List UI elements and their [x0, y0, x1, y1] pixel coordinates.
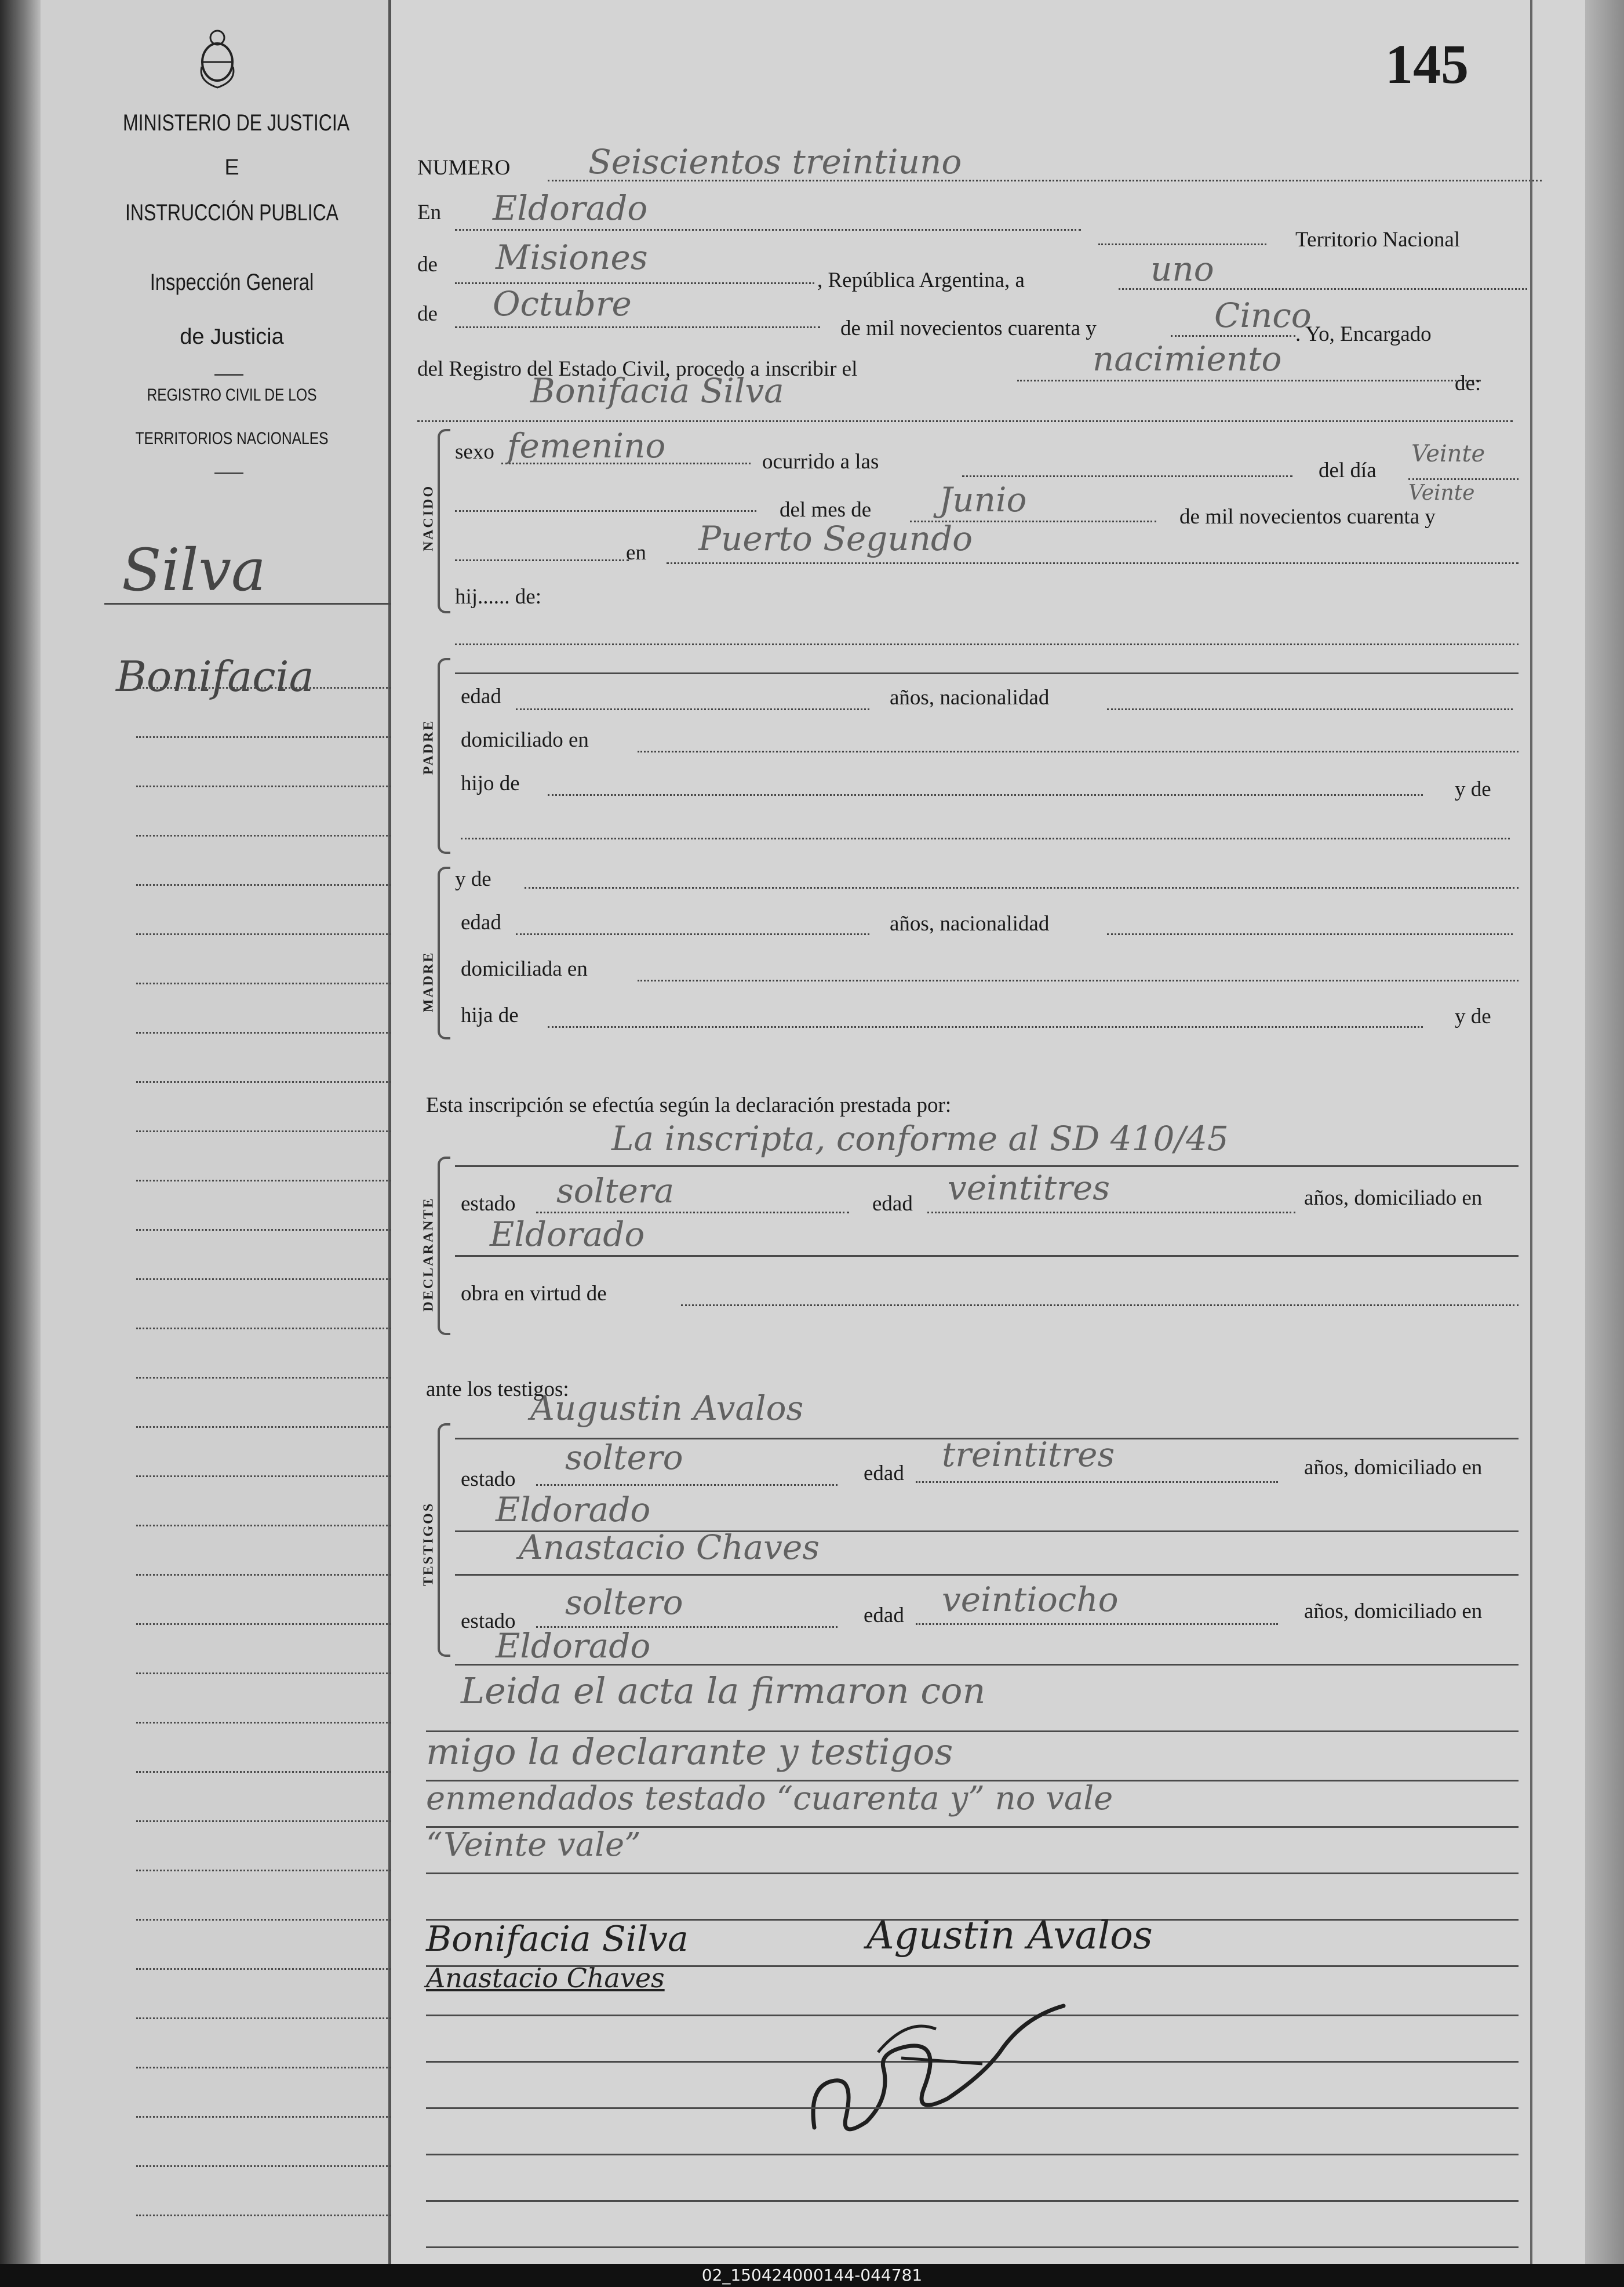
entry-dia-nac-enmienda: Veinte [1408, 481, 1475, 505]
stub-ruled-line [136, 2067, 412, 2068]
line-en [455, 229, 1081, 231]
label-obra-en-virtud: obra en virtud de [461, 1282, 607, 1306]
label-de-2: de [417, 302, 438, 326]
line-edad-t2 [916, 1623, 1278, 1625]
stub-ruled-line [136, 687, 412, 689]
ministry-title: MINISTERIO DE JUSTICIA [123, 110, 350, 136]
entry-t2-domicilio: Eldorado [496, 1626, 651, 1666]
section-label-testigos: TESTIGOS [421, 1501, 436, 1587]
entry-decl-domicilio: Eldorado [490, 1215, 645, 1254]
label-de-colon: de: [1455, 372, 1481, 395]
stub-ruled-line [136, 1525, 412, 1526]
declarante-brace [438, 1157, 450, 1335]
line-anio [1171, 335, 1295, 337]
stub-divider [214, 374, 243, 376]
inspection-title: Inspección General [150, 270, 314, 295]
entry-territorio: Misiones [496, 238, 648, 277]
label-en-lugar: en [626, 541, 646, 565]
stub-ruled-line [136, 933, 412, 935]
line-hijo-de [548, 794, 1423, 796]
page-number: 145 [1385, 33, 1469, 95]
stub-ruled-line [136, 1328, 412, 1329]
line-nombre [417, 420, 1513, 422]
line-blank-8 [426, 2246, 1519, 2248]
stub-ruled-line [136, 1623, 412, 1625]
line-edad-t1 [916, 1481, 1278, 1483]
label-mil-novecientos: de mil novecientos cuarenta y [840, 317, 1097, 340]
line-domicilio-madre [638, 980, 1519, 981]
line-obra-en-virtud [681, 1304, 1519, 1306]
label-edad-t1: edad [864, 1461, 904, 1485]
section-label-nacido: NACIDO [421, 484, 436, 552]
label-hijo-de: hijo de [461, 772, 520, 795]
label-domiciliado-padre: domiciliado en [461, 728, 589, 752]
line-dia-nac [1408, 478, 1519, 480]
entry-testigo-1: Augustin Avalos [530, 1388, 804, 1428]
label-del-registro: del Registro del Estado Civil, procedo a inscribir el [417, 357, 858, 381]
label-de: de [417, 253, 438, 277]
label-sexo: sexo [455, 440, 494, 464]
label-hija-de: hija de [461, 1003, 519, 1027]
padre-brace [438, 658, 450, 854]
stub-ruled-line [136, 1672, 412, 1674]
line-nota-4 [426, 1872, 1519, 1874]
entry-t2-estado: soltero [565, 1583, 683, 1622]
stub-ruled-line [136, 1968, 412, 1970]
stub-ruled-line [136, 884, 412, 886]
label-en: En [417, 201, 442, 224]
stub-ruled-line [136, 1081, 412, 1083]
line-blank-6 [426, 2154, 1519, 2155]
line-hora [962, 475, 1292, 477]
stub-ruled-line [136, 786, 412, 787]
stub-ruled-line [136, 2116, 412, 2118]
label-territorio: Territorio Nacional [1295, 228, 1461, 252]
entry-dia-nac: Veinte [1411, 441, 1485, 467]
label-yo-encargado: . Yo, Encargado [1295, 322, 1432, 346]
stub-ruled-line [136, 2165, 412, 2167]
label-del-mes: del mes de [780, 498, 872, 522]
entry-mes-nac: Junio [939, 480, 1027, 519]
entry-testigo-2: Anastacio Chaves [519, 1528, 820, 1567]
label-de-mil-novecientos: de mil novecientos cuarenta y [1179, 505, 1436, 529]
line-edad-declarante [927, 1212, 1295, 1213]
madre-brace [438, 867, 450, 1039]
entry-t1-estado: soltero [565, 1438, 683, 1477]
entry-nota-4: “Veinte vale” [426, 1826, 641, 1864]
entry-decl-edad: veintitres [948, 1168, 1110, 1208]
label-anos-nacionalidad-padre: años, nacionalidad [890, 686, 1050, 710]
line-declarante [455, 1165, 1519, 1167]
entry-numero: Seiscientos treintiuno [588, 142, 962, 181]
stub-ruled-line [136, 1278, 412, 1280]
label-edad-padre: edad [461, 685, 501, 708]
section-label-padre: PADRE [421, 719, 436, 775]
line-blank-5 [426, 2107, 1519, 2109]
entry-nota-1: Leida el acta la firmaron con [461, 1670, 986, 1712]
label-anos-nacionalidad-madre: años, nacionalidad [890, 912, 1050, 936]
line-hija-de [548, 1026, 1423, 1028]
birth-registration-form [391, 0, 1585, 2264]
line-en-2 [1098, 243, 1266, 245]
label-edad-t2: edad [864, 1604, 904, 1627]
stub-given-name: Bonifacia [116, 652, 314, 701]
stub-ruled-line [136, 1574, 412, 1576]
line-nacionalidad-madre [1107, 933, 1513, 935]
line-acto [1017, 380, 1481, 381]
section-label-madre: MADRE [421, 951, 436, 1013]
entry-declarante: La inscripta, conforme al SD 410/45 [611, 1119, 1229, 1158]
stub-ruled-line [136, 1870, 412, 1871]
line-testigo-2 [455, 1574, 1519, 1576]
ministry-conjunction: E [224, 155, 239, 180]
record-stub [41, 0, 391, 2264]
argentine-coat-of-arms-icon [197, 26, 238, 90]
entry-decl-estado: soltera [556, 1171, 675, 1210]
line-domicilio-padre [638, 751, 1519, 752]
ministry-subtitle: INSTRUCCIÓN PUBLICA [125, 200, 339, 226]
right-margin-rule [1530, 0, 1532, 2264]
line-estado-declarante [536, 1212, 849, 1213]
inspection-subtitle: de Justicia [180, 325, 284, 349]
label-republica: , República Argentina, a [817, 268, 1025, 292]
line-hij-de [455, 643, 1519, 645]
label-hij-de: hij...... de: [455, 585, 542, 609]
entry-dia: uno [1150, 249, 1214, 289]
entry-t1-edad: treintitres [942, 1435, 1115, 1474]
label-estado-declarante: estado [461, 1192, 516, 1216]
entry-acto: nacimiento [1093, 339, 1282, 379]
page-edge [1585, 0, 1624, 2264]
label-del-dia: del día [1319, 459, 1377, 482]
stub-ruled-line [136, 1032, 412, 1034]
line-domicilio-t2 [455, 1664, 1519, 1666]
stub-ruled-line [136, 835, 412, 837]
line-edad-padre [516, 708, 869, 710]
label-inscripcion: Esta inscripción se efectúa según la declaración prestada por: [426, 1093, 952, 1117]
stub-ruled-line [136, 2017, 412, 2019]
entry-nota-3: enmendados testado “cuarenta y” no vale [426, 1780, 1113, 1817]
section-label-declarante: DECLARANTE [421, 1197, 436, 1312]
stub-ruled-line [136, 1180, 412, 1181]
testigos-brace [438, 1423, 450, 1657]
line-edad-madre [516, 933, 869, 935]
stub-ruled-line [136, 1820, 412, 1822]
entry-t1-domicilio: Eldorado [496, 1490, 651, 1529]
entry-mes: Octubre [493, 284, 632, 323]
line-madre-nombre [525, 887, 1519, 889]
entry-lugar: Eldorado [493, 188, 648, 228]
official-signature-flourish [791, 1983, 1093, 2151]
line-lugar-nac [667, 562, 1519, 564]
label-ocurrido: ocurrido a las [762, 450, 879, 474]
stub-ruled-line [136, 2215, 412, 2216]
line-padre-nombre [455, 672, 1519, 674]
stub-ruled-line [136, 1426, 412, 1428]
label-anos-domiciliado-t1: años, domiciliado en [1304, 1456, 1483, 1479]
label-edad-madre: edad [461, 911, 501, 935]
line-dia-nac-cont [455, 510, 756, 512]
stub-ruled-line [136, 1229, 412, 1231]
entry-sexo: femenino [507, 426, 666, 466]
label-anos-domiciliado-declarante: años, domiciliado en [1304, 1186, 1483, 1210]
label-y-de-madre-2: y de [1455, 1005, 1491, 1028]
label-edad-declarante: edad [872, 1192, 913, 1216]
book-spine [0, 0, 41, 2264]
stub-divider [214, 472, 243, 474]
label-testigos-intro: ante los testigos: [426, 1377, 569, 1401]
label-anos-domiciliado-t2: años, domiciliado en [1304, 1599, 1483, 1623]
line-mes [455, 326, 820, 328]
stub-ruled-line [136, 1377, 412, 1379]
stub-ruled-line [136, 1722, 412, 1724]
signature-bonifacia: Bonifacia Silva [426, 1919, 689, 1959]
nacido-brace [438, 429, 450, 613]
label-estado-t1: estado [461, 1467, 516, 1491]
label-estado-t2: estado [461, 1609, 516, 1633]
label-y-de-padre: y de [1455, 777, 1491, 801]
entry-nota-2: migo la declarante y testigos [426, 1730, 953, 1773]
entry-anio: Cinco [1214, 296, 1312, 335]
label-domiciliada-madre: domiciliada en [461, 957, 588, 981]
stub-ruled-line [136, 1475, 412, 1477]
entry-nombre: Bonifacia Silva [530, 371, 784, 410]
line-blank-7 [426, 2200, 1519, 2202]
line-nacionalidad-padre [1107, 708, 1513, 710]
signature-avalos: Agustin Avalos [866, 1913, 1153, 1958]
line-lugar-nac-pre [455, 559, 629, 561]
line-hijo-de-2 [461, 838, 1510, 839]
line-domicilio-declarante [455, 1255, 1519, 1257]
line-estado-t1 [536, 1484, 838, 1486]
stub-ruled-line [136, 1130, 412, 1132]
signature-chaves: Anastacio Chaves [426, 1962, 665, 1994]
entry-t2-edad: veintiocho [942, 1580, 1119, 1619]
registry-title: REGISTRO CIVIL DE LOS [147, 386, 317, 405]
stub-ruled-line [136, 983, 412, 984]
stub-ruled-line [136, 1919, 412, 1921]
stub-surname: Silva [122, 536, 266, 604]
registry-subtitle: TERRITORIOS NACIONALES [135, 429, 329, 448]
label-numero: NUMERO [417, 156, 511, 180]
stub-ruled-line [136, 1771, 412, 1773]
image-identifier: 02_150424000144-044781 [701, 2266, 923, 2285]
entry-lugar-nac: Puerto Segundo [698, 519, 973, 558]
stub-surname-line [104, 603, 406, 605]
label-y-de-madre: y de [455, 867, 491, 891]
stub-ruled-line [136, 736, 412, 738]
